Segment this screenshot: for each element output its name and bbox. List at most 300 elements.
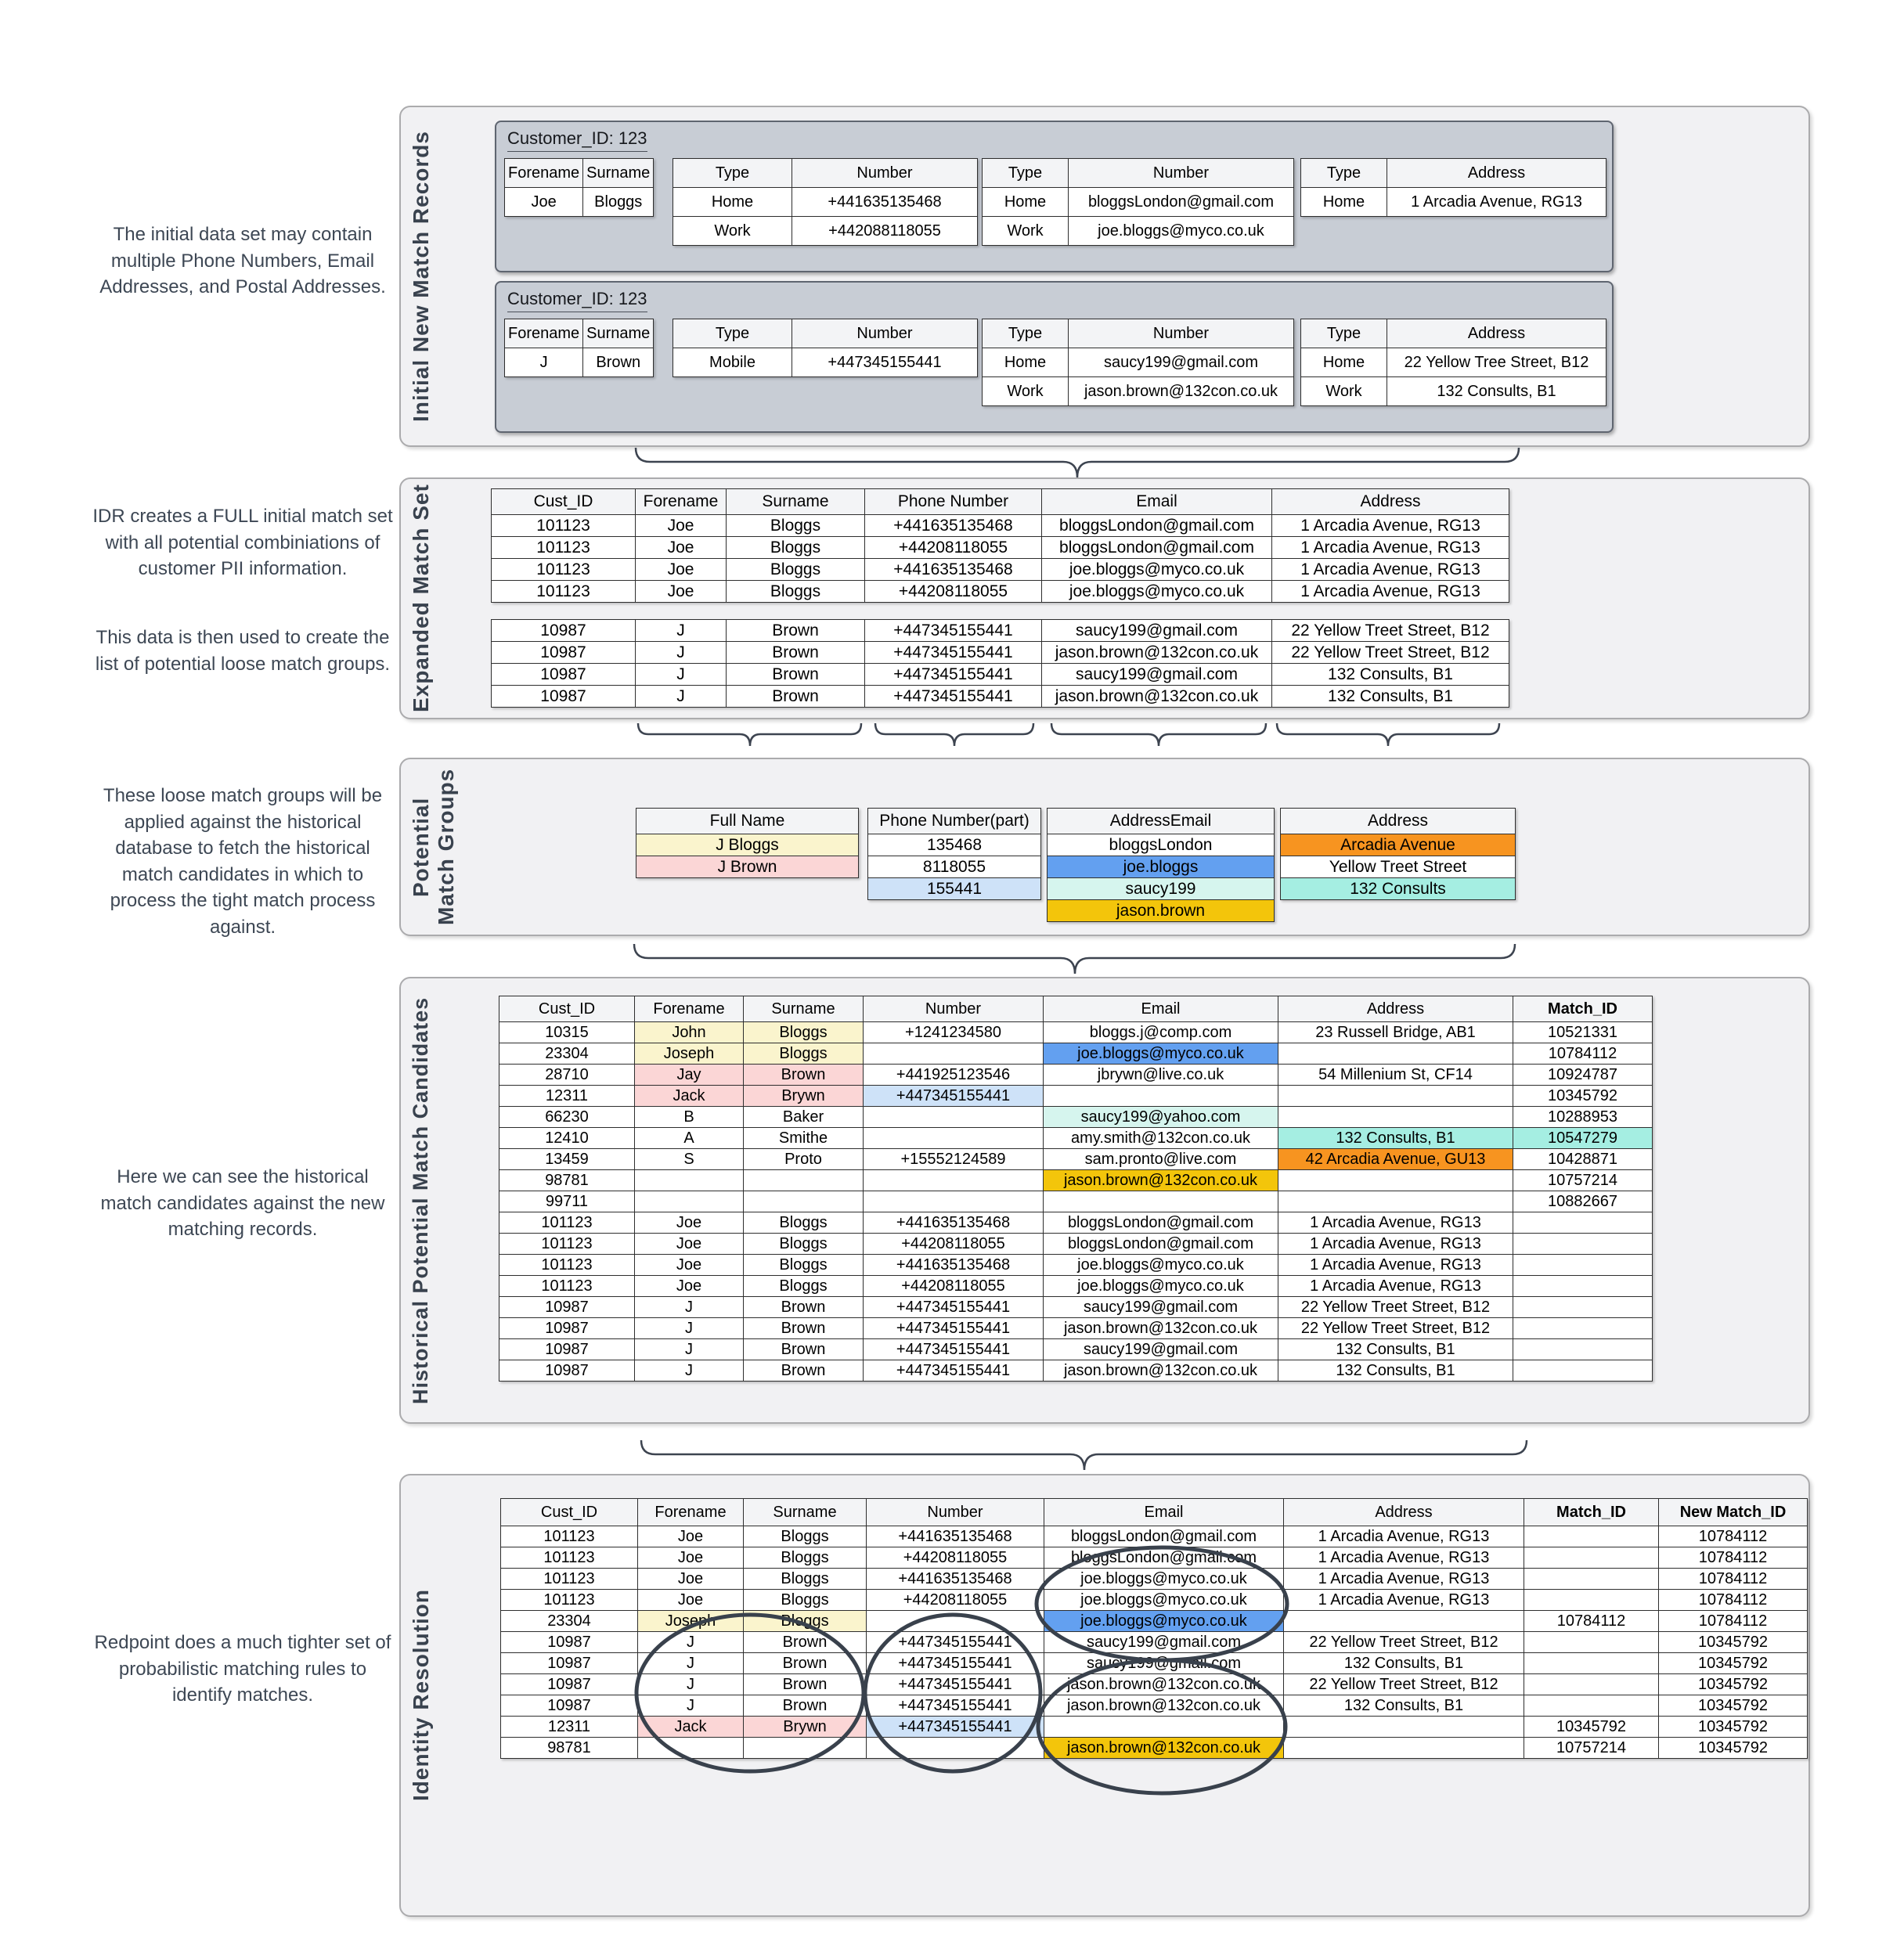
table-cell xyxy=(1513,1234,1653,1255)
header-cell: Type xyxy=(983,159,1069,188)
table-cell xyxy=(744,1170,864,1191)
table-cell xyxy=(1524,1632,1659,1653)
table-cell: saucy199@gmail.com xyxy=(1044,1632,1284,1653)
section-initial-new-match-records xyxy=(399,106,1810,447)
brace-address-column xyxy=(1277,723,1499,746)
phone-table xyxy=(673,319,978,377)
header-cell: Type xyxy=(1301,159,1387,188)
table-cell: Brown xyxy=(744,1318,864,1339)
table-cell: saucy199@gmail.com xyxy=(1042,620,1272,642)
header-row xyxy=(1048,809,1275,834)
table-cell: 10987 xyxy=(499,1297,635,1318)
annotation-loose-match: This data is then used to create the list of potential loose match groups. xyxy=(95,627,391,675)
section-label-initial-new-match-records: Initial New Match Records xyxy=(409,131,433,422)
table-cell: Brown xyxy=(744,1360,864,1382)
table-cell: Work xyxy=(983,377,1069,406)
header-cell: Address xyxy=(1387,319,1606,348)
table-cell: 10784112 xyxy=(1659,1590,1808,1611)
customer-card-joe-bloggs xyxy=(495,121,1614,272)
table-cell: 1 Arcadia Avenue, RG13 xyxy=(1278,1212,1513,1234)
table-cell: saucy199 xyxy=(1048,878,1275,900)
table-cell: 10987 xyxy=(499,1360,635,1382)
table-cell: joe.bloggs@myco.co.uk xyxy=(1044,1043,1278,1065)
table-cell: Home xyxy=(1301,188,1387,217)
table-cell: 10345792 xyxy=(1513,1086,1653,1107)
table-cell: Proto xyxy=(744,1149,864,1170)
table-cell: +441635135468 xyxy=(867,1526,1044,1547)
table-cell: saucy199@gmail.com xyxy=(1042,664,1272,686)
header-row xyxy=(492,489,1509,515)
table-cell: +44208118055 xyxy=(867,1547,1044,1569)
table-row xyxy=(501,1674,1808,1695)
table-cell: joe.bloggs@myco.co.uk xyxy=(1044,1255,1278,1276)
header-cell: Email xyxy=(1042,489,1272,515)
table-row xyxy=(868,856,1041,878)
table-cell: Bloggs xyxy=(727,515,865,537)
table-cell: Brown xyxy=(744,1653,867,1674)
table-cell: +441635135468 xyxy=(865,559,1042,581)
table-cell: saucy199@gmail.com xyxy=(1044,1653,1284,1674)
table-row xyxy=(492,581,1509,603)
table-cell: +1241234580 xyxy=(864,1022,1044,1043)
table-cell: J xyxy=(636,642,727,664)
table-cell: +441635135468 xyxy=(865,515,1042,537)
table-cell: 10315 xyxy=(499,1022,635,1043)
table-cell: saucy199@gmail.com xyxy=(1069,348,1294,377)
table-cell: J xyxy=(636,686,727,708)
table-cell xyxy=(638,1738,744,1759)
table-row xyxy=(499,1360,1653,1382)
table-cell xyxy=(1278,1043,1513,1065)
section-historical-candidates xyxy=(399,977,1810,1424)
table-cell: 10345792 xyxy=(1659,1717,1808,1738)
table-cell: jason.brown@132con.co.uk xyxy=(1044,1695,1284,1717)
table-cell xyxy=(1524,1695,1659,1717)
table-cell xyxy=(744,1191,864,1212)
table-cell: Work xyxy=(1301,377,1387,406)
table-cell: jason.brown@132con.co.uk xyxy=(1042,642,1272,664)
table-cell: J xyxy=(636,620,727,642)
table-cell: 101123 xyxy=(492,581,636,603)
table-cell: +447345155441 xyxy=(864,1297,1044,1318)
table-row xyxy=(499,1297,1653,1318)
table-cell: 101123 xyxy=(492,515,636,537)
table-cell: +441925123546 xyxy=(864,1065,1044,1086)
table-cell: Brown xyxy=(744,1297,864,1318)
table-cell: 10987 xyxy=(501,1632,638,1653)
header-cell: Cust_ID xyxy=(501,1499,638,1526)
header-cell: Number xyxy=(1069,159,1294,188)
table-cell: Joe xyxy=(636,559,727,581)
table-row xyxy=(505,348,654,377)
table-cell: 10882667 xyxy=(1513,1191,1653,1212)
table-cell: 101123 xyxy=(501,1547,638,1569)
table-row xyxy=(499,1065,1653,1086)
table-cell: 10428871 xyxy=(1513,1149,1653,1170)
table-cell xyxy=(864,1128,1044,1149)
table-cell: Home xyxy=(673,188,792,217)
table-cell: 132 Consults, B1 xyxy=(1278,1360,1513,1382)
table-cell: Joe xyxy=(636,515,727,537)
table-cell: 10784112 xyxy=(1524,1611,1659,1632)
header-cell: Number xyxy=(792,159,978,188)
table-row xyxy=(499,1318,1653,1339)
table-cell: 12311 xyxy=(499,1086,635,1107)
table-cell xyxy=(1524,1590,1659,1611)
header-cell: Surname xyxy=(583,319,654,348)
table-cell: 101123 xyxy=(501,1590,638,1611)
header-cell: Number xyxy=(792,319,978,348)
table-cell: 101123 xyxy=(492,559,636,581)
table-cell: +447345155441 xyxy=(865,642,1042,664)
email-table xyxy=(982,158,1294,246)
customer-id-label: Customer_ID: 123 xyxy=(507,128,647,152)
table-row xyxy=(492,620,1509,642)
table-cell: Joe xyxy=(635,1276,744,1297)
annotation-loose-groups: These loose match groups will be applied against the historical database to fetch the historical match candidates in which to process the tight match process against. xyxy=(103,785,383,938)
header-row xyxy=(1301,319,1606,348)
table-row xyxy=(868,834,1041,856)
header-cell: Address xyxy=(1284,1499,1524,1526)
table-row xyxy=(499,1339,1653,1360)
table-row xyxy=(868,878,1041,900)
table-row xyxy=(505,188,654,217)
table-cell: Bloggs xyxy=(727,537,865,559)
table-cell: S xyxy=(635,1149,744,1170)
table-row xyxy=(501,1611,1808,1632)
table-cell: Joe xyxy=(638,1590,744,1611)
header-cell: New Match_ID xyxy=(1659,1499,1808,1526)
header-cell: Type xyxy=(673,159,792,188)
header-row xyxy=(501,1499,1808,1526)
table-cell: 10345792 xyxy=(1524,1717,1659,1738)
table-cell: 13459 xyxy=(499,1149,635,1170)
table-cell: Brown xyxy=(744,1339,864,1360)
table-cell: Joe xyxy=(635,1255,744,1276)
table-row xyxy=(1048,834,1275,856)
table-cell: +441635135468 xyxy=(864,1255,1044,1276)
header-cell: Forename xyxy=(636,489,727,515)
expanded-match-set-table-brown xyxy=(491,619,1509,708)
table-cell: 10784112 xyxy=(1513,1043,1653,1065)
table-cell: joe.bloggs@myco.co.uk xyxy=(1042,581,1272,603)
table-cell: Bloggs xyxy=(744,1043,864,1065)
table-cell: 132 Consults, B1 xyxy=(1278,1128,1513,1149)
table-cell: 1 Arcadia Avenue, RG13 xyxy=(1272,581,1509,603)
table-cell: Home xyxy=(1301,348,1387,377)
table-row xyxy=(499,1212,1653,1234)
table-row xyxy=(1281,878,1516,900)
table-cell: +44208118055 xyxy=(864,1234,1044,1255)
table-cell: Joseph xyxy=(638,1611,744,1632)
table-cell: joe.bloggs@myco.co.uk xyxy=(1044,1611,1284,1632)
table-cell: 132 Consults, B1 xyxy=(1272,686,1509,708)
table-cell: 1 Arcadia Avenue, RG13 xyxy=(1284,1590,1524,1611)
table-cell: 101123 xyxy=(499,1276,635,1297)
table-row xyxy=(499,1128,1653,1149)
table-cell: 1 Arcadia Avenue, RG13 xyxy=(1272,559,1509,581)
section-potential-match-groups xyxy=(399,758,1810,936)
table-cell: 10757214 xyxy=(1524,1738,1659,1759)
table-cell: +447345155441 xyxy=(864,1360,1044,1382)
table-cell xyxy=(1284,1611,1524,1632)
table-cell xyxy=(1284,1717,1524,1738)
table-cell: 132 Consults, B1 xyxy=(1387,377,1606,406)
email-table xyxy=(982,319,1294,406)
table-row xyxy=(983,377,1294,406)
header-cell: Type xyxy=(673,319,792,348)
table-cell: Home xyxy=(983,188,1069,217)
table-row xyxy=(499,1022,1653,1043)
table-cell: +447345155441 xyxy=(865,686,1042,708)
table-cell: 10547279 xyxy=(1513,1128,1653,1149)
table-cell: joe.bloggs xyxy=(1048,856,1275,878)
header-cell: Match_ID xyxy=(1513,996,1653,1022)
table-cell: A xyxy=(635,1128,744,1149)
table-cell xyxy=(864,1043,1044,1065)
table-cell xyxy=(867,1611,1044,1632)
header-cell: Address xyxy=(1387,159,1606,188)
header-row xyxy=(499,996,1653,1022)
table-cell: Bloggs xyxy=(744,1569,867,1590)
table-cell: 23 Russell Bridge, AB1 xyxy=(1278,1022,1513,1043)
table-cell: 10757214 xyxy=(1513,1170,1653,1191)
name-table xyxy=(504,158,654,217)
table-row xyxy=(1301,188,1606,217)
table-cell: 22 Yellow Treet Street, B12 xyxy=(1284,1632,1524,1653)
table-cell: Mobile xyxy=(673,348,792,377)
table-cell: Arcadia Avenue xyxy=(1281,834,1516,856)
table-cell: J Brown xyxy=(636,856,859,878)
table-row xyxy=(499,1149,1653,1170)
table-row xyxy=(983,188,1294,217)
header-cell: Forename xyxy=(505,159,583,188)
table-cell: Joe xyxy=(505,188,583,217)
phone-group-table xyxy=(867,808,1041,900)
annotation-historical: Here we can see the historical match candidates against the new matching records. xyxy=(100,1166,385,1241)
table-cell: bloggsLondon@gmail.com xyxy=(1044,1234,1278,1255)
phone-table xyxy=(673,158,978,246)
table-cell: Jay xyxy=(635,1065,744,1086)
table-cell: 10345792 xyxy=(1659,1632,1808,1653)
table-cell: saucy199@gmail.com xyxy=(1044,1339,1278,1360)
header-cell: Type xyxy=(983,319,1069,348)
table-row xyxy=(501,1590,1808,1611)
table-cell: 101123 xyxy=(492,537,636,559)
table-cell xyxy=(1524,1526,1659,1547)
table-cell xyxy=(1044,1086,1278,1107)
table-cell: bloggsLondon@gmail.com xyxy=(1042,537,1272,559)
table-row xyxy=(499,1086,1653,1107)
table-row xyxy=(1301,348,1606,377)
table-cell: J xyxy=(635,1318,744,1339)
table-cell: 1 Arcadia Avenue, RG13 xyxy=(1272,537,1509,559)
table-cell xyxy=(864,1191,1044,1212)
table-cell xyxy=(1278,1086,1513,1107)
table-cell: 1 Arcadia Avenue, RG13 xyxy=(1278,1276,1513,1297)
table-cell: Joe xyxy=(636,537,727,559)
brace-groups-to-historical xyxy=(634,944,1515,974)
table-row xyxy=(636,856,859,878)
table-cell: 10521331 xyxy=(1513,1022,1653,1043)
table-cell: +447345155441 xyxy=(865,620,1042,642)
header-cell: Forename xyxy=(638,1499,744,1526)
table-cell: 1 Arcadia Avenue, RG13 xyxy=(1387,188,1606,217)
table-cell: joe.bloggs@myco.co.uk xyxy=(1044,1276,1278,1297)
table-cell: Bloggs xyxy=(583,188,654,217)
table-cell: Yellow Treet Street xyxy=(1281,856,1516,878)
table-row xyxy=(501,1632,1808,1653)
header-cell: Address xyxy=(1272,489,1509,515)
table-cell: Bloggs xyxy=(744,1611,867,1632)
table-cell: Smithe xyxy=(744,1128,864,1149)
table-cell: 23304 xyxy=(499,1043,635,1065)
table-cell: 99711 xyxy=(499,1191,635,1212)
table-cell: 10987 xyxy=(499,1339,635,1360)
brace-historical-to-resolution xyxy=(641,1440,1527,1470)
table-cell xyxy=(1044,1717,1284,1738)
table-cell: +441635135468 xyxy=(792,188,978,217)
header-cell: Type xyxy=(1301,319,1387,348)
header-cell: Surname xyxy=(744,1499,867,1526)
table-cell: 1 Arcadia Avenue, RG13 xyxy=(1284,1526,1524,1547)
table-cell: 101123 xyxy=(499,1212,635,1234)
header-cell: Full Name xyxy=(636,809,859,834)
table-cell: jason.brown@132con.co.uk xyxy=(1069,377,1294,406)
table-row xyxy=(983,348,1294,377)
annotation-idr-full-set: IDR creates a FULL initial match set with all potential combiniations of customer PII information. xyxy=(92,506,393,580)
table-cell: 1 Arcadia Avenue, RG13 xyxy=(1278,1234,1513,1255)
table-cell: Joe xyxy=(638,1569,744,1590)
table-cell: 22 Yellow Treet Street, B12 xyxy=(1272,642,1509,664)
table-cell xyxy=(1524,1653,1659,1674)
table-cell: 10987 xyxy=(492,620,636,642)
table-cell: sam.pronto@live.com xyxy=(1044,1149,1278,1170)
brace-fullname-column xyxy=(638,723,861,746)
table-row xyxy=(501,1695,1808,1717)
table-cell: Joe xyxy=(638,1526,744,1547)
header-cell: AddressEmail xyxy=(1048,809,1275,834)
header-row xyxy=(505,319,654,348)
table-row xyxy=(492,515,1509,537)
table-cell: 10987 xyxy=(492,664,636,686)
table-row xyxy=(492,537,1509,559)
table-cell: 10345792 xyxy=(1659,1738,1808,1759)
table-cell xyxy=(864,1170,1044,1191)
brace-email-column xyxy=(1051,723,1266,746)
expanded-match-set-table-bloggs xyxy=(491,488,1509,603)
historical-candidates-table xyxy=(499,996,1653,1382)
table-cell: +44208118055 xyxy=(864,1276,1044,1297)
header-cell: Phone Number(part) xyxy=(868,809,1041,834)
table-cell: bloggs.j@comp.com xyxy=(1044,1022,1278,1043)
table-cell: Bloggs xyxy=(727,581,865,603)
table-cell xyxy=(1284,1738,1524,1759)
table-cell: jason.brown@132con.co.uk xyxy=(1042,686,1272,708)
table-cell: 12311 xyxy=(501,1717,638,1738)
table-cell: Brown xyxy=(744,1632,867,1653)
annotation-initial-data: The initial data set may contain multiple Phone Numbers, Email Addresses, and Postal Addresses. xyxy=(99,224,386,298)
section-label-expanded-match-set: Expanded Match Set xyxy=(409,484,433,713)
table-cell: Brown xyxy=(727,686,865,708)
header-row xyxy=(983,159,1294,188)
header-cell: Cust_ID xyxy=(499,996,635,1022)
table-cell: Brown xyxy=(744,1674,867,1695)
table-cell: jason.brown@132con.co.uk xyxy=(1044,1674,1284,1695)
table-cell: J xyxy=(638,1632,744,1653)
section-expanded-match-set xyxy=(399,477,1810,719)
table-cell: bloggsLondon@gmail.com xyxy=(1044,1212,1278,1234)
section-label-historical-candidates: Historical Potential Match Candidates xyxy=(409,996,432,1404)
table-cell: Brywn xyxy=(744,1086,864,1107)
table-cell: Bloggs xyxy=(744,1526,867,1547)
brace-initial-to-expanded xyxy=(636,448,1519,477)
table-cell: 10345792 xyxy=(1659,1695,1808,1717)
table-row xyxy=(1281,856,1516,878)
table-cell: jason.brown xyxy=(1048,900,1275,922)
name-table xyxy=(504,319,654,377)
table-cell xyxy=(1513,1276,1653,1297)
header-cell: Forename xyxy=(635,996,744,1022)
table-cell xyxy=(1524,1547,1659,1569)
table-cell: 1 Arcadia Avenue, RG13 xyxy=(1284,1569,1524,1590)
table-cell: 12410 xyxy=(499,1128,635,1149)
header-cell: Address xyxy=(1278,996,1513,1022)
table-cell: 135468 xyxy=(868,834,1041,856)
header-row xyxy=(983,319,1294,348)
table-cell: +447345155441 xyxy=(865,664,1042,686)
table-cell: +441635135468 xyxy=(864,1212,1044,1234)
header-cell: Email xyxy=(1044,996,1278,1022)
table-cell: 98781 xyxy=(501,1738,638,1759)
table-cell: Bloggs xyxy=(744,1212,864,1234)
table-cell: 10987 xyxy=(501,1695,638,1717)
table-cell: 10345792 xyxy=(1659,1674,1808,1695)
table-cell: 10784112 xyxy=(1659,1547,1808,1569)
table-cell: J xyxy=(635,1339,744,1360)
table-cell: 98781 xyxy=(499,1170,635,1191)
table-cell: J xyxy=(635,1297,744,1318)
table-cell: 132 Consults, B1 xyxy=(1284,1695,1524,1717)
table-cell: Work xyxy=(983,217,1069,246)
table-row xyxy=(636,834,859,856)
table-row xyxy=(492,642,1509,664)
table-cell: Bloggs xyxy=(744,1276,864,1297)
table-cell: +447345155441 xyxy=(864,1318,1044,1339)
table-cell: +447345155441 xyxy=(864,1339,1044,1360)
address-table xyxy=(1300,319,1606,406)
header-cell: Number xyxy=(867,1499,1044,1526)
table-cell: 66230 xyxy=(499,1107,635,1128)
table-cell: amy.smith@132con.co.uk xyxy=(1044,1128,1278,1149)
header-cell: Email xyxy=(1044,1499,1284,1526)
table-cell: 1 Arcadia Avenue, RG13 xyxy=(1272,515,1509,537)
table-row xyxy=(501,1738,1808,1759)
annotation-redpoint: Redpoint does a much tighter set of probabilistic matching rules to identify matches. xyxy=(94,1632,391,1706)
table-cell: +447345155441 xyxy=(867,1632,1044,1653)
table-cell: +442088118055 xyxy=(792,217,978,246)
table-cell: Joe xyxy=(635,1234,744,1255)
table-cell: +447345155441 xyxy=(867,1653,1044,1674)
table-cell: Brywn xyxy=(744,1717,867,1738)
table-cell: 10987 xyxy=(492,686,636,708)
table-row xyxy=(673,217,978,246)
header-row xyxy=(673,159,978,188)
table-cell: 101123 xyxy=(499,1255,635,1276)
table-cell: 10987 xyxy=(501,1674,638,1695)
table-row xyxy=(499,1107,1653,1128)
table-cell: bloggsLondon xyxy=(1048,834,1275,856)
